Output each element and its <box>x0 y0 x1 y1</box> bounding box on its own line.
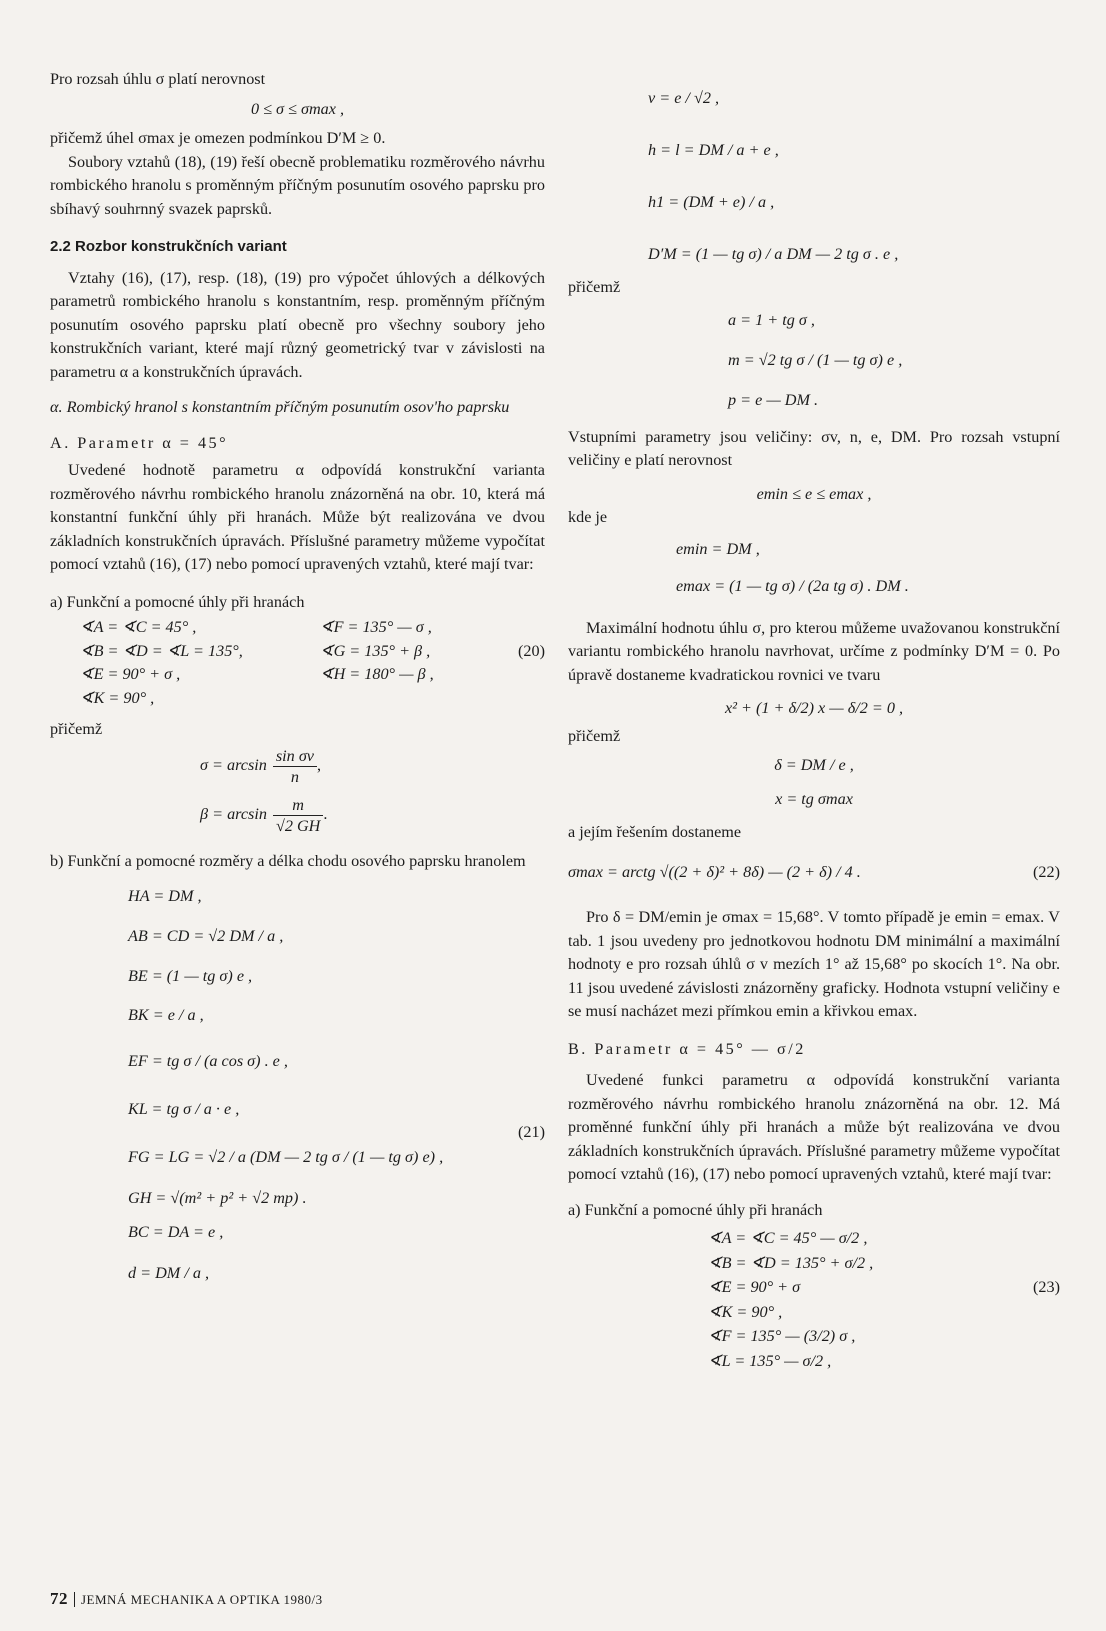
equation-line: ∢F = 135° — σ , <box>320 618 432 636</box>
equation-lhs: β = arcsin <box>200 805 267 824</box>
equation-23 <box>708 1226 1060 1373</box>
paragraph: Uvedené funkci parametru α odpovídá konstrukční varianta rozměrového návrhu rombického hranolu znázorněná na obr. 12. Má proměnné funkční úhly při hranách a může být realizována ve dvou základních konstrukčních úpravách. Příslušné parametry můžeme vypočítat pomocí vztahů (16), (17) nebo pomocí upravených vztahů, které mají tvar: <box>568 1071 1060 1183</box>
equation-line: EF = tg σ / (a cos σ) . e , <box>128 1052 288 1070</box>
equation-20 <box>80 616 545 710</box>
equation-line: ∢E = 90° + σ , <box>80 665 181 683</box>
equation-21 <box>128 879 545 1297</box>
equation-line: σmax = arctg √((2 + δ)² + 8δ) — (2 + δ) / 4 . <box>568 862 861 881</box>
equation-line: FG = LG = √2 / a (DM — 2 tg σ / (1 — tg σ) e) , <box>128 1148 444 1166</box>
equation-line: KL = tg σ / a · e , <box>128 1100 240 1118</box>
equation-number: (20) <box>518 641 545 660</box>
equation-line: h1 = (DM + e) / a , <box>648 193 775 211</box>
equation-block-top <box>648 72 1060 280</box>
equation-line: d = DM / a , <box>128 1264 210 1282</box>
journal-name: JEMNÁ MECHANIKA A OPTIKA 1980/3 <box>81 1592 323 1607</box>
equation-line: ∢G = 135° + β , <box>320 641 431 660</box>
paragraph: a jejím řešením dostaneme <box>568 823 742 841</box>
text: přičemž <box>568 278 621 296</box>
equation-line: ∢F = 135° — (3/2) σ , <box>708 1327 856 1345</box>
list-heading: b) Funkční a pomocné rozměry a délka chodu osového paprsku hranolem <box>50 851 526 870</box>
numerator: m <box>273 795 323 816</box>
equation-line: emin = DM , <box>676 539 760 558</box>
subsection-heading: B. Parametr α = 45° — σ/2 <box>568 1039 806 1058</box>
equation-line: AB = CD = √2 DM / a , <box>128 927 284 945</box>
subsection-heading: α. Rombický hranol s konstantním příčným posunutím osov'ho paprsku <box>50 398 510 416</box>
page-number: 72 <box>50 1589 68 1608</box>
subsection-heading: A. Parametr α = 45° <box>50 433 229 452</box>
equation-line: p = e — DM . <box>728 390 819 409</box>
text: kde je <box>568 508 608 526</box>
equation-line: a = 1 + tg σ , <box>728 310 815 329</box>
equation-line: m = √2 tg σ / (1 — tg σ) e , <box>728 350 903 369</box>
right-column <box>568 68 1060 1373</box>
equation-number: (22) <box>1033 862 1060 881</box>
inequality: emin ≤ e ≤ emax , <box>756 484 872 503</box>
equation-line: ∢B = ∢D = 135° + σ/2 , <box>708 1253 874 1272</box>
equation-line: BC = DA = e , <box>128 1223 224 1241</box>
paragraph: Maximální hodnotu úhlu σ, pro kterou můžeme uvažovanou konstrukční variantu rombického hranolu navrhovat, určíme z podmínky D′M = 0. Po úpravě dostaneme kvadratickou rovnici ve tvaru <box>568 618 1060 684</box>
paragraph: Pro rozsah úhlu σ platí nerovnost <box>50 70 266 88</box>
equation-line: D′M = (1 — tg σ) / a DM — 2 tg σ . e , <box>648 245 899 263</box>
equation-line: GH = √(m² + p² + √2 mp) . <box>128 1189 307 1207</box>
equation-line: h = l = DM / a + e , <box>648 141 779 159</box>
text: přičemž <box>50 720 103 738</box>
paragraph: Soubory vztahů (18), (19) řeší obecně problematiku rozměrového návrhu rombického hranolu s proměnným příčným posunutím osového paprsku pro sbíhavý souhrnný svazek paprsků. <box>50 152 545 218</box>
equation-line: x = tg σmax <box>775 789 853 808</box>
equation-line: ∢B = ∢D = ∢L = 135°, <box>80 641 243 660</box>
denominator: n <box>290 767 299 786</box>
equation-line: ∢A = ∢C = 45° — σ/2 , <box>708 1229 868 1247</box>
page-footer <box>50 1587 323 1612</box>
inequality: 0 ≤ σ ≤ σmax , <box>250 99 345 118</box>
paragraph: Vstupními parametry jsou veličiny: σv, n, e, DM. Pro rozsah vstupní veličiny e platí nerovnost <box>568 427 1060 469</box>
paragraph: přičemž úhel σmax je omezen podmínkou D′M ≥ 0. <box>50 129 386 147</box>
paragraph: Vztahy (16), (17), resp. (18), (19) pro výpočet úhlových a délkových parametrů rombického hranolu s konstantním, resp. proměnným příčným posunutím osového paprsku platí obecně pro všechny soubory jeho konstrukčních variant, které mají různý geometrický tvar v závislosti na parametru α a konstrukčních úpravách. <box>50 268 545 381</box>
equation-22 <box>568 861 1060 885</box>
equation-line: ∢H = 180° — β , <box>320 665 434 683</box>
beta-equation: β = arcsin $\frac{m}{√2 GH}$ . <box>200 795 328 835</box>
equation-number: (23) <box>1033 1278 1060 1296</box>
section-heading: 2.2 Rozbor konstrukčních variant <box>50 238 287 255</box>
equation-line: BK = e / a , <box>128 1006 204 1024</box>
equation-block-mid <box>728 300 1060 420</box>
numerator: sin σv <box>273 746 317 767</box>
equation-line: ∢E = 90° + σ <box>708 1278 801 1296</box>
text: přičemž <box>568 726 621 745</box>
list-heading: a) Funkční a pomocné úhly při hranách <box>50 592 305 611</box>
paragraph: Uvedené hodnotě parametru α odpovídá konstrukční varianta rozměrového návrhu rombického hranolu znázorněná na obr. 10, která má konstantní funkční úhly při hranách. Může být realizována ve dvou základních konstrukčních úpravách. Příslušné parametry můžeme vypočítat pomocí vztahů (16), (17) nebo pomocí upravených vztahů, které mají tvar: <box>50 461 545 573</box>
equation-line: emax = (1 — tg σ) / (2a tg σ) . DM . <box>676 577 909 595</box>
equation-line: ∢A = ∢C = 45° , <box>80 618 197 636</box>
equation-line: ∢K = 90° , <box>80 688 155 707</box>
equation-line: δ = DM / e , <box>774 756 854 774</box>
left-column <box>50 68 545 1297</box>
equation-line: HA = DM , <box>128 887 202 905</box>
equation-line: v = e / √2 , <box>648 89 720 107</box>
paragraph: Pro δ = DM/emin je σmax = 15,68°. V tomto případě je emin = emax. V tab. 1 jsou uvedeny pro jednotkovou hodnotu DM minimální a maximální hodnoty e pro rozsah úhlů σ v mezích 1° až 15,68° po skocích 1°. Na obr. 11 jsou uvedené závislosti znázorněny graficky. Hodnota vstupní veličiny e se musí nacházet mezi přímkou emin a křivkou emax. <box>568 908 1060 1020</box>
sigma-equation: σ = arcsin $\frac{\text{sin σv}}{n}$ , <box>200 746 322 786</box>
fraction <box>273 746 317 787</box>
equation-line: x² + (1 + δ/2) x — δ/2 = 0 , <box>724 699 904 717</box>
equation-line: ∢L = 135° — σ/2 , <box>708 1351 832 1370</box>
equation-line: BE = (1 — tg σ) e , <box>128 967 253 985</box>
denominator: √2 GH <box>275 816 321 835</box>
equation-number: (21) <box>518 1123 545 1141</box>
fraction <box>273 795 323 836</box>
divider <box>74 1592 75 1607</box>
equation-lhs: σ = arcsin <box>200 756 267 775</box>
equation-line: ∢K = 90° , <box>708 1302 783 1321</box>
list-heading: a) Funkční a pomocné úhly při hranách <box>568 1200 823 1219</box>
